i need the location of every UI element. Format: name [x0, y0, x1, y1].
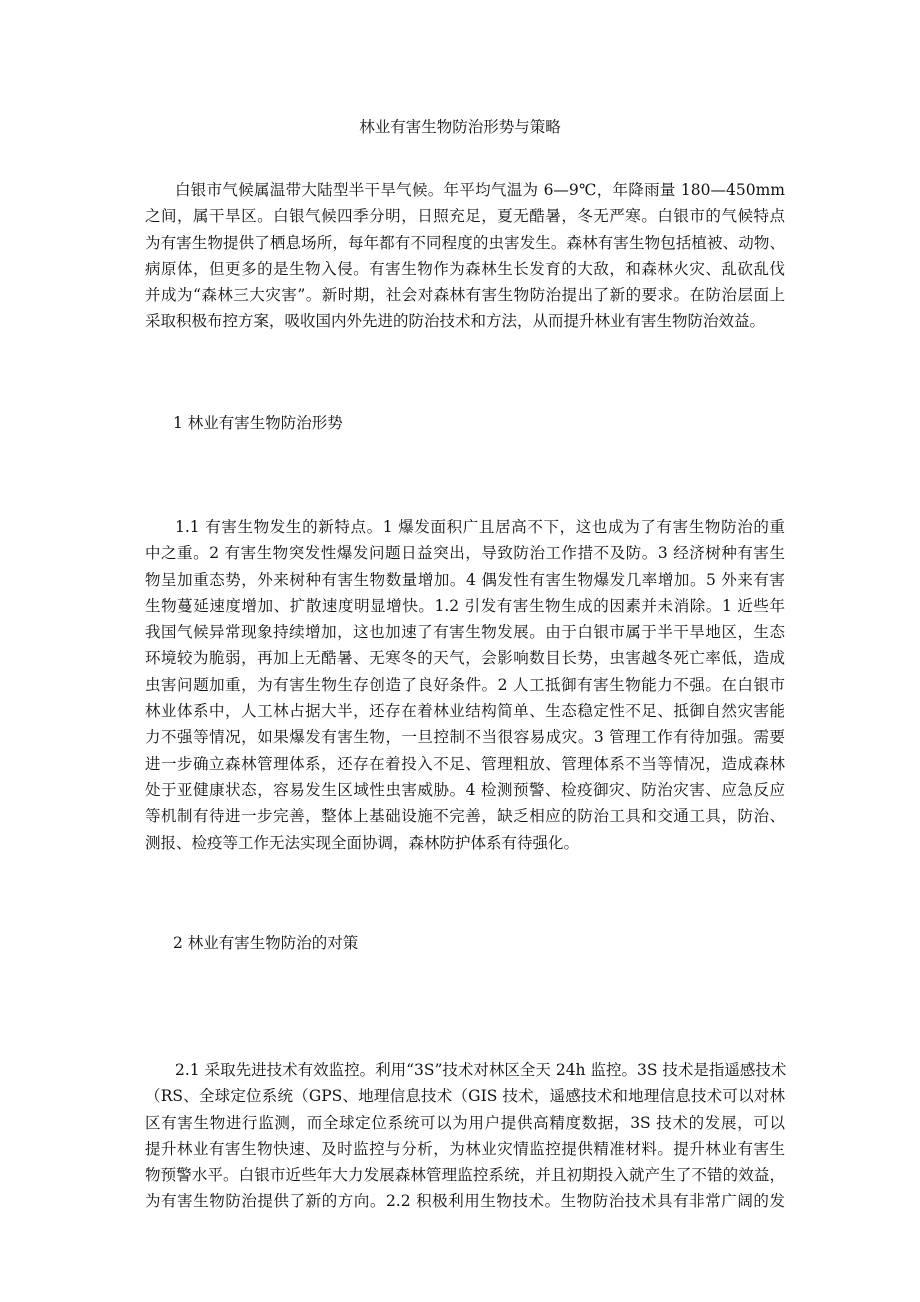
text-line: 2.1 采取先进技术有效监控。利用“3S”技术对林区全天 24h 监控。3S 技术是指遥感技术	[175, 1061, 787, 1079]
text-line: 处于亚健康状态，容易发生区域性虫害威胁。4 检测预警、检疫御灾、防治灾害、应急反应	[145, 780, 785, 799]
text-line: 为有害生物提供了栖息场所，每年都有不同程度的虫害发生。森林有害生物包括植被、动物、	[145, 233, 785, 252]
text-line: 区有害生物进行监测，而全球定位系统可以为用户提供高精度数据，3S 技术的发展，可以	[145, 1113, 785, 1132]
text-line: 进一步确立森林管理体系，还存在着投入不足、管理粗放、管理体系不当等情况，造成森林	[145, 754, 785, 773]
text-line: 力不强等情况，如果爆发有害生物，一旦控制不当很容易成灾。3 管理工作有待加强。需要	[145, 728, 785, 747]
text-line: 环境较为脆弱，再加上无酷暑、无寒冬的天气，会影响数目长势，虫害越冬死亡率低，造成	[145, 649, 785, 668]
text-line: 测报、检疫等工作无法实现全面协调，森林防护体系有待强化。	[145, 833, 580, 852]
text-line: 物预警水平。白银市近些年大力发展森林管理监控系统，并且初期投入就产生了不错的效益，	[145, 1166, 785, 1185]
section-heading-1: 1 林业有害生物防治形势	[173, 414, 343, 432]
text-line: 并成为“森林三大灾害”。新时期，社会对森林有害生物防治提出了新的要求。在防治层面上	[145, 286, 785, 305]
text-line: 采取积极布控方案，吸收国内外先进的防治技术和方法，从而提升林业有害生物防治效益。	[145, 312, 766, 331]
text-line: 病原体，但更多的是生物入侵。有害生物作为森林生长发育的大敌，和森林火灾、乱砍乱伐	[145, 259, 785, 278]
paragraph-section-1	[145, 514, 785, 856]
text-line: 物呈加重态势，外来树种有害生物数量增加。4 偶发性有害生物爆发几率增加。5 外来有害	[145, 570, 785, 589]
text-line: 白银市气候属温带大陆型半干旱气候。年平均气温为 6—9℃，年降雨量 180—450mm	[175, 181, 785, 199]
text-line: 生物蔓延速度增加、扩散速度明显增快。1.2 引发有害生物生成的因素并未消除。1 近些年	[145, 596, 785, 615]
text-line: 我国气候异常现象持续增加，这也加速了有害生物发展。由于白银市属于半干旱地区，生态	[145, 623, 785, 642]
text-line: 之间，属干旱区。白银气候四季分明，日照充足，夏无酷暑，冬无严寒。白银市的气候特点	[145, 207, 785, 226]
paragraph-intro	[145, 177, 785, 335]
text-line: 1.1 有害生物发生的新特点。1 爆发面积广且居高不下，这也成为了有害生物防治的重	[175, 518, 785, 536]
text-line: 中之重。2 有害生物突发性爆发问题日益突出，导致防治工作措不及防。3 经济树种有害生	[145, 544, 785, 563]
text-line: （RS、全球定位系统（GPS、地理信息技术（GIS 技术，遥感技术和地理信息技术可以对林	[145, 1087, 785, 1106]
document-title: 林业有害生物防治形势与策略	[359, 118, 561, 136]
text-line: 提升林业有害生物快速、及时监控与分析，为林业灾情监控提供精准材料。提升林业有害生	[145, 1139, 785, 1158]
text-line: 为有害生物防治提供了新的方向。2.2 积极利用生物技术。生物防治技术具有非常广阔的发	[145, 1192, 785, 1211]
text-line: 等机制有待进一步完善，整体上基础设施不完善，缺乏相应的防治工具和交通工具，防治、	[145, 807, 785, 826]
text-line: 林业体系中，人工林占据大半，还存在着林业结构简单、生态稳定性不足、抵御自然灾害能	[145, 702, 785, 721]
text-line: 虫害问题加重，为有害生物生存创造了良好条件。2 人工抵御有害生物能力不强。在白银市	[145, 675, 785, 694]
paragraph-section-2	[145, 1057, 785, 1215]
section-heading-2: 2 林业有害生物防治的对策	[173, 934, 359, 952]
